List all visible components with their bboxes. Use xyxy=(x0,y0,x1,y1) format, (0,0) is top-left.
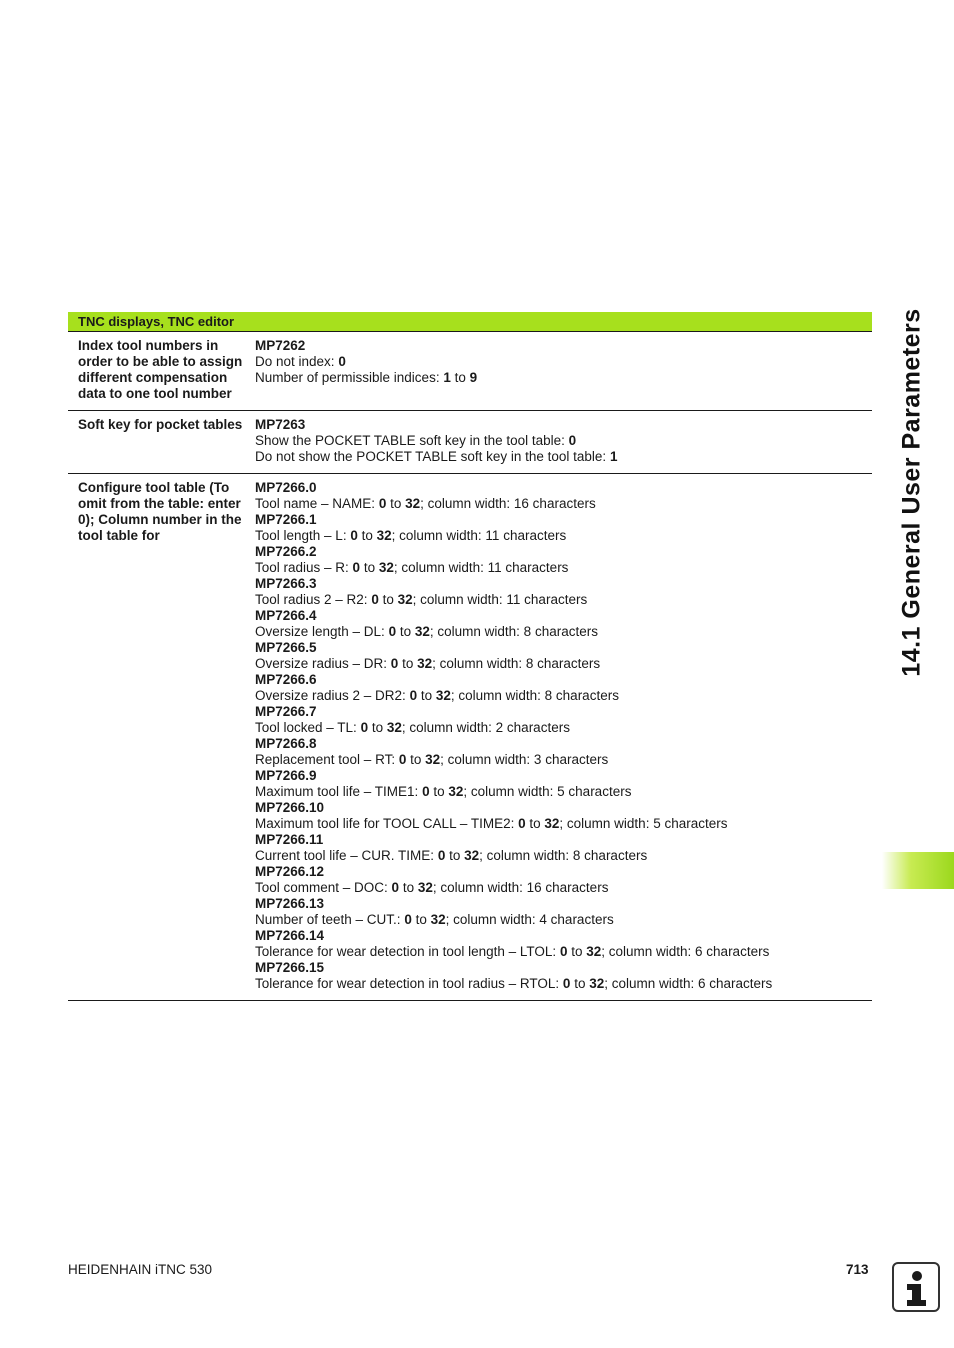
parameter-value-line xyxy=(255,528,872,544)
value-bold: 32 xyxy=(397,592,413,607)
value-bold: 32 xyxy=(435,688,451,703)
footer-product-name: HEIDENHAIN iTNC 530 xyxy=(68,1262,213,1277)
value-bold: 32 xyxy=(430,912,446,927)
value-bold: 0 xyxy=(371,592,379,607)
value-text: ; column width: 6 characters xyxy=(604,976,773,991)
value-bold: 0 xyxy=(409,688,418,703)
value-bold: 32 xyxy=(417,880,433,895)
value-text: Number of teeth – CUT.: xyxy=(255,912,405,927)
value-bold: 32 xyxy=(405,496,421,511)
machine-parameter-id: MP7266.6 xyxy=(255,672,317,687)
chapter-tab-marker xyxy=(882,852,954,889)
machine-parameter-id: MP7266.10 xyxy=(255,800,325,815)
info-icon xyxy=(892,1262,940,1312)
parameter-value-line xyxy=(255,976,872,992)
table-row xyxy=(68,411,872,474)
value-bold: 0 xyxy=(404,912,412,927)
parameter-table xyxy=(68,312,872,1001)
value-bold: 32 xyxy=(417,656,433,671)
value-text: Oversize length – DL: xyxy=(255,624,389,639)
value-bold: 0 xyxy=(437,848,446,863)
value-text: Replacement tool – RT: xyxy=(255,752,399,767)
value-text: to xyxy=(399,880,418,895)
value-text: ; column width: 16 characters xyxy=(420,496,596,511)
value-text: to xyxy=(429,784,449,799)
value-text: Tool length – L: xyxy=(255,528,351,543)
value-text: to xyxy=(378,592,398,607)
value-bold: 0 xyxy=(338,354,346,369)
value-bold: 32 xyxy=(414,624,430,639)
value-text: Tool name – NAME: xyxy=(255,496,379,511)
machine-parameter-id: MP7266.2 xyxy=(255,544,317,559)
value-text: Tool locked – TL: xyxy=(255,720,361,735)
machine-parameter-id: MP7266.9 xyxy=(255,768,317,783)
value-bold: 0 xyxy=(518,816,526,831)
value-bold: 0 xyxy=(562,976,571,991)
parameter-value-line xyxy=(255,880,872,896)
value-bold: 1 xyxy=(609,449,618,464)
value-text: Tool radius – R: xyxy=(255,560,353,575)
parameter-value-line xyxy=(255,912,872,928)
parameter-value-line xyxy=(255,433,872,449)
parameter-value-line xyxy=(255,816,872,832)
parameter-value-line xyxy=(255,720,872,736)
parameter-value-line xyxy=(255,848,872,864)
value-text: to xyxy=(368,720,387,735)
parameter-value-line xyxy=(255,592,872,608)
table-header-row xyxy=(68,312,872,332)
parameter-value-line xyxy=(255,688,872,704)
parameter-value-line xyxy=(255,752,872,768)
value-text: to xyxy=(417,688,436,703)
value-text: to xyxy=(396,624,415,639)
value-text: Do not show the POCKET TABLE soft key in the tool table: xyxy=(255,449,610,464)
value-text: to xyxy=(445,848,465,863)
table-row xyxy=(68,474,872,1001)
value-text: Show the POCKET TABLE soft key in the tool table: xyxy=(255,433,569,448)
value-text: Maximum tool life – TIME1: xyxy=(255,784,423,799)
table-body xyxy=(68,332,872,1001)
parameter-value-line xyxy=(255,370,872,386)
value-bold: 0 xyxy=(378,496,387,511)
value-text: to xyxy=(386,496,406,511)
value-bold: 0 xyxy=(391,880,400,895)
value-bold: 32 xyxy=(586,944,602,959)
machine-parameter-id: MP7266.4 xyxy=(255,608,317,623)
parameter-value-line xyxy=(255,624,872,640)
value-text: Tolerance for wear detection in tool radius – RTOL: xyxy=(255,976,563,991)
value-bold: 0 xyxy=(388,624,397,639)
value-bold: 32 xyxy=(425,752,441,767)
value-text: ; column width: 2 characters xyxy=(401,720,570,735)
parameter-value-line xyxy=(255,784,872,800)
value-text: ; column width: 5 characters xyxy=(559,816,728,831)
value-bold: 32 xyxy=(589,976,605,991)
machine-parameter-id: MP7266.13 xyxy=(255,896,325,911)
parameter-value-line xyxy=(255,656,872,672)
value-bold: 0 xyxy=(568,433,577,448)
value-text: ; column width: 6 characters xyxy=(601,944,770,959)
machine-parameter-id: MP7266.0 xyxy=(255,480,317,495)
value-text: to xyxy=(570,976,590,991)
value-bold: 0 xyxy=(398,752,407,767)
value-text: to xyxy=(398,656,418,671)
machine-parameter-id: MP7266.14 xyxy=(255,928,325,943)
value-bold: 32 xyxy=(464,848,480,863)
value-bold: 0 xyxy=(390,656,399,671)
value-text: ; column width: 11 characters xyxy=(412,592,588,607)
value-bold: 32 xyxy=(386,720,402,735)
value-bold: 32 xyxy=(376,528,392,543)
parameter-description xyxy=(245,411,872,474)
value-bold: 32 xyxy=(378,560,394,575)
table-header: TNC displays, TNC editor xyxy=(68,312,872,332)
machine-parameter-id: MP7266.11 xyxy=(255,832,324,847)
value-bold: 0 xyxy=(352,560,361,575)
value-text: ; column width: 11 characters xyxy=(391,528,567,543)
value-text: to xyxy=(525,816,545,831)
machine-parameter-id: MP7263 xyxy=(255,417,306,432)
value-text: Oversize radius 2 – DR2: xyxy=(255,688,410,703)
value-bold: 32 xyxy=(448,784,464,799)
value-bold: 9 xyxy=(469,370,478,385)
value-text: Current tool life – CUR. TIME: xyxy=(255,848,438,863)
machine-parameter-id: MP7266.15 xyxy=(255,960,325,975)
value-text: Tolerance for wear detection in tool length – LTOL: xyxy=(255,944,560,959)
value-text: Tool comment – DOC: xyxy=(255,880,392,895)
value-text: Oversize radius – DR: xyxy=(255,656,391,671)
value-text: Do not index: xyxy=(255,354,339,369)
value-text: to xyxy=(357,528,377,543)
value-text: ; column width: 8 characters xyxy=(450,688,619,703)
value-text: Tool radius 2 – R2: xyxy=(255,592,372,607)
value-text: Number of permissible indices: xyxy=(255,370,444,385)
value-bold: 0 xyxy=(350,528,358,543)
table-row xyxy=(68,332,872,411)
value-text: ; column width: 8 characters xyxy=(479,848,648,863)
value-text: ; column width: 11 characters xyxy=(393,560,569,575)
parameter-label: Configure tool table (To omit from the table: enter 0); Column number in the tool table for xyxy=(68,474,245,1001)
page-number: 713 xyxy=(846,1262,869,1277)
chapter-title-text: 14.1 General User Parameters xyxy=(897,307,926,677)
value-text: to xyxy=(360,560,379,575)
value-text: to xyxy=(567,944,587,959)
machine-parameter-id: MP7266.3 xyxy=(255,576,317,591)
value-text: ; column width: 8 characters xyxy=(432,656,601,671)
machine-parameter-id: MP7266.12 xyxy=(255,864,325,879)
machine-parameter-id: MP7266.7 xyxy=(255,704,317,719)
parameter-value-line xyxy=(255,560,872,576)
machine-parameter-id: MP7266.8 xyxy=(255,736,317,751)
value-bold: 0 xyxy=(360,720,369,735)
parameter-value-line xyxy=(255,449,872,465)
value-bold: 32 xyxy=(544,816,560,831)
value-text: to xyxy=(450,370,470,385)
parameter-label: Soft key for pocket tables xyxy=(68,411,245,474)
value-text: to xyxy=(406,752,426,767)
parameter-description xyxy=(245,332,872,411)
machine-parameter-id: MP7262 xyxy=(255,338,306,353)
value-text: to xyxy=(411,912,431,927)
chapter-side-title xyxy=(880,307,944,677)
parameter-value-line xyxy=(255,944,872,960)
parameter-value-line xyxy=(255,496,872,512)
value-bold: 0 xyxy=(559,944,568,959)
value-text: ; column width: 4 characters xyxy=(445,912,614,927)
value-text: ; column width: 16 characters xyxy=(432,880,609,895)
value-bold: 0 xyxy=(422,784,430,799)
parameter-label: Index tool numbers in order to be able to assign different compensation data to one tool number xyxy=(68,332,245,411)
value-bold: 1 xyxy=(443,370,451,385)
machine-parameter-id: MP7266.1 xyxy=(255,512,317,527)
parameter-description xyxy=(245,474,872,1001)
value-text: ; column width: 3 characters xyxy=(440,752,609,767)
value-text: ; column width: 5 characters xyxy=(463,784,632,799)
parameter-value-line xyxy=(255,354,872,370)
machine-parameter-id: MP7266.5 xyxy=(255,640,317,655)
value-text: ; column width: 8 characters xyxy=(429,624,598,639)
value-text: Maximum tool life for TOOL CALL – TIME2: xyxy=(255,816,519,831)
